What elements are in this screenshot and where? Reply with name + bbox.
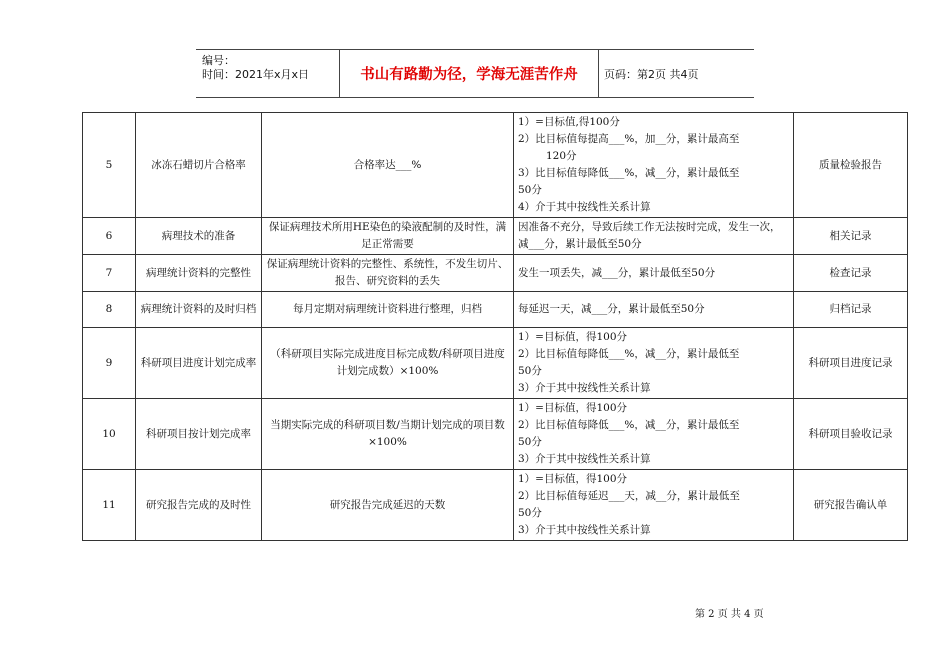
row-number: 6: [83, 218, 136, 255]
scoring-rules: [514, 399, 794, 470]
indicator-definition: 保证病理统计资料的完整性、系统性，不发生切片、报告、研究资料的丢失: [262, 255, 514, 292]
table-row: [83, 470, 908, 541]
rule-line: 3）介于其中按线性关系计算: [518, 382, 651, 394]
indicator-name: 病理统计资料的完整性: [136, 255, 262, 292]
rule-line: 50分: [518, 507, 542, 519]
indicator-definition: （科研项目实际完成进度目标完成数/科研项目进度计划完成数）×100%: [262, 328, 514, 399]
header-motto: 书山有路勤为径，学海无涯苦作舟: [339, 50, 599, 97]
table-row: [83, 399, 908, 470]
page-label: 页码：第2页 共4页: [604, 67, 699, 81]
table-row: [83, 218, 908, 255]
scoring-rules: [514, 113, 794, 218]
rule-line: 50分: [518, 184, 542, 196]
table-row: [83, 113, 908, 218]
rule-line: 3）介于其中按线性关系计算: [518, 524, 651, 536]
indicator-name: 科研项目按计划完成率: [136, 399, 262, 470]
indicator-definition: 合格率达___%: [262, 113, 514, 218]
rule-line: 120分: [546, 150, 577, 162]
rule-line: 1）=目标值,得100分: [518, 116, 620, 128]
page-footer: 第 2 页 共 4 页: [695, 609, 764, 620]
row-number: 7: [83, 255, 136, 292]
indicator-name: 研究报告完成的及时性: [136, 470, 262, 541]
rule-line: 2）比目标值每提高___%，加__分，累计最高至: [518, 133, 740, 145]
rule-line: 2）比目标值每降低___%，减__分，累计最低至: [518, 348, 740, 360]
table-row: [83, 292, 908, 328]
scoring-rules: [514, 470, 794, 541]
indicator-name: 病理统计资料的及时归档: [136, 292, 262, 328]
kpi-table: [82, 112, 908, 541]
indicator-definition: 每月定期对病理统计资料进行整理，归档: [262, 292, 514, 328]
row-number: 9: [83, 328, 136, 399]
rule-line: 4）介于其中按线性关系计算: [518, 201, 651, 213]
indicator-definition: 当期实际完成的科研项目数/当期计划完成的项目数×100%: [262, 399, 514, 470]
indicator-definition: 研究报告完成延迟的天数: [262, 470, 514, 541]
number-label: 编号：: [202, 54, 235, 67]
indicator-name: 冰冻石蜡切片合格率: [136, 113, 262, 218]
header-page: [598, 50, 754, 97]
row-number: 5: [83, 113, 136, 218]
data-source: 科研项目验收记录: [794, 399, 908, 470]
table-row: [83, 255, 908, 292]
scoring-rules: [514, 292, 794, 328]
indicator-name: 病理技术的准备: [136, 218, 262, 255]
rule-line: 50分: [518, 436, 542, 448]
rule-line: 3）比目标值每降低___%，减__分，累计最低至: [518, 167, 740, 179]
indicator-name: 科研项目进度计划完成率: [136, 328, 262, 399]
rule-line: 1）=目标值，得100分: [518, 331, 628, 343]
data-source: 科研项目进度记录: [794, 328, 908, 399]
rule-line: 2）比目标值每延迟___天，减__分，累计最低至: [518, 490, 740, 502]
page-header: [196, 49, 754, 98]
rule-line: 50分: [518, 365, 542, 377]
scoring-rules: [514, 218, 794, 255]
rule-line: 每延迟一天，减___分，累计最低至50分: [518, 303, 705, 315]
data-source: 检查记录: [794, 255, 908, 292]
data-source: 质量检验报告: [794, 113, 908, 218]
rule-line: 3）介于其中按线性关系计算: [518, 453, 651, 465]
data-source: 相关记录: [794, 218, 908, 255]
data-source: 研究报告确认单: [794, 470, 908, 541]
indicator-definition: 保证病理技术所用HE染色的染液配制的及时性，满足正常需要: [262, 218, 514, 255]
rule-line: 1）=目标值，得100分: [518, 402, 628, 414]
rule-line: 1）=目标值，得100分: [518, 473, 628, 485]
table-row: [83, 328, 908, 399]
row-number: 10: [83, 399, 136, 470]
time-label: 时间：2021年x月x日: [202, 68, 310, 81]
header-info: [196, 50, 339, 97]
scoring-rules: [514, 328, 794, 399]
row-number: 8: [83, 292, 136, 328]
row-number: 11: [83, 470, 136, 541]
scoring-rules: [514, 255, 794, 292]
data-source: 归档记录: [794, 292, 908, 328]
rule-line: 因准备不充分，导致后续工作无法按时完成，发生一次，减___分，累计最低至50分: [518, 221, 781, 250]
rule-line: 发生一项丢失，减___分，累计最低至50分: [518, 266, 716, 279]
rule-line: 2）比目标值每降低___%，减__分，累计最低至: [518, 419, 740, 431]
